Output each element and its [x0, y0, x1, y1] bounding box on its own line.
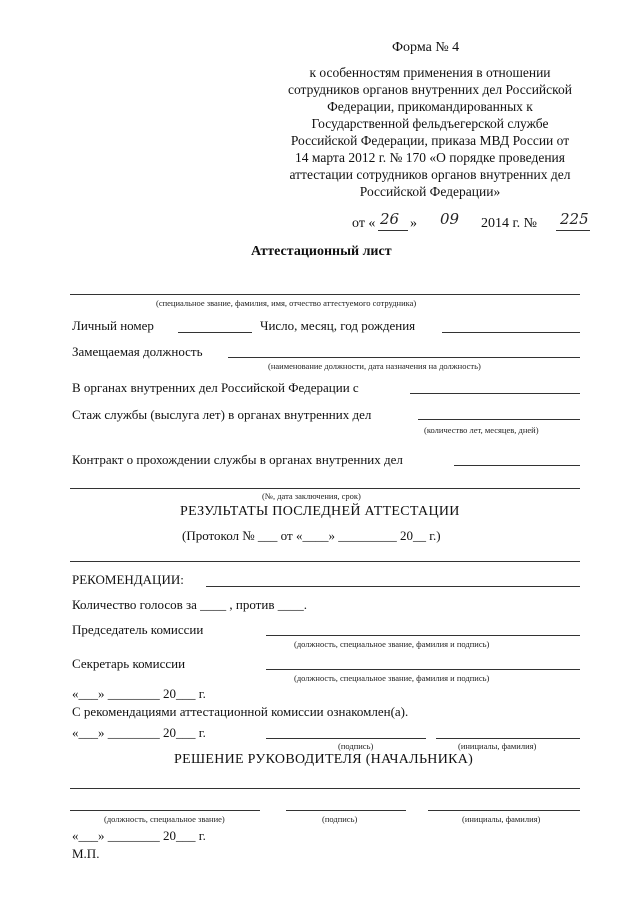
contract-label: Контракт о прохождении службы в органах внутренних дел [72, 452, 403, 467]
recommendations-date: «___» ________ 20___ г. [72, 686, 206, 701]
order-number: 225 [560, 210, 589, 228]
service-length-label: Стаж службы (выслуга лет) в органах внутренних дел [72, 407, 372, 422]
secretary-line [266, 669, 580, 670]
recommendations-line [206, 586, 580, 587]
service-length-line [418, 419, 580, 420]
chairman-caption: (должность, специальное звание, фамилия и подпись) [294, 639, 490, 649]
in-organs-since-line [410, 393, 580, 394]
fio-line [70, 294, 580, 295]
reference-line: 14 марта 2012 г. № 170 «О порядке проведения [295, 150, 565, 165]
reference-line: Российской Федерации» [359, 184, 501, 199]
reference-line: аттестации сотрудников органов внутренних дел [289, 167, 571, 182]
birth-date-line [442, 332, 580, 333]
order-quote: » [410, 216, 417, 231]
votes-line: Количество голосов за ____ , против ____. [72, 597, 307, 612]
signature-line [266, 738, 426, 739]
fio-caption: (специальное звание, фамилия, имя, отчество аттестуемого сотрудника) [156, 298, 417, 308]
order-day-line [378, 230, 408, 231]
position-line [228, 357, 580, 358]
service-length-caption: (количество лет, месяцев, дней) [424, 425, 539, 435]
protocol-line: (Протокол № ___ от «____» _________ 20__ г.) [182, 528, 441, 543]
reference-line: к особенностям применения в отношении [309, 65, 551, 80]
order-from: от « [352, 216, 376, 231]
personal-number-label: Личный номер [72, 318, 154, 333]
decision-title: РЕШЕНИЕ РУКОВОДИТЕЛЯ (НАЧАЛЬНИКА) [174, 752, 474, 767]
results-title: РЕЗУЛЬТАТЫ ПОСЛЕДНЕЙ АТТЕСТАЦИИ [180, 504, 460, 519]
sheet-title: Аттестационный лист [251, 244, 392, 259]
reference-line: Российской Федерации, приказа МВД России от [290, 133, 570, 148]
in-organs-since-label: В органах внутренних дел Российской Федерации с [72, 380, 359, 395]
decision-signature-line [286, 810, 406, 811]
stamp-label: М.П. [72, 846, 100, 861]
decision-initials-caption: (инициалы, фамилия) [462, 814, 541, 824]
decision-line-1 [70, 788, 580, 789]
order-month: 09 [440, 210, 460, 228]
chairman-label: Председатель комиссии [72, 622, 204, 637]
contract-line [454, 465, 580, 466]
form-title: Форма № 4 [392, 40, 460, 55]
results-line [70, 561, 580, 562]
secretary-caption: (должность, специальное звание, фамилия и подпись) [294, 673, 490, 683]
reference-line: Федерации, прикомандированных к [327, 99, 533, 114]
decision-initials-line [428, 810, 580, 811]
acquainted-text: С рекомендациями аттестационной комиссии ознакомлен(а). [72, 704, 409, 719]
order-day: 26 [380, 210, 400, 228]
form-reference [262, 64, 598, 200]
decision-position-line [70, 810, 260, 811]
signature-caption: (подпись) [338, 741, 374, 751]
birth-date-label: Число, месяц, год рождения [260, 318, 416, 333]
initials-line [436, 738, 580, 739]
reference-line: Государственной фельдъегерской службе [311, 116, 549, 131]
decision-position-caption: (должность, специальное звание) [104, 814, 225, 824]
contract-line-2 [70, 488, 580, 489]
initials-caption: (инициалы, фамилия) [458, 741, 537, 751]
personal-number-line [178, 332, 252, 333]
reference-line: сотрудников органов внутренних дел Российской [287, 82, 572, 97]
decision-date: «___» ________ 20___ г. [72, 828, 206, 843]
order-number-line [556, 230, 590, 231]
contract-caption: (№, дата заключения, срок) [262, 491, 361, 501]
decision-signature-caption: (подпись) [322, 814, 358, 824]
order-year: 2014 г. № [481, 216, 538, 231]
chairman-line [266, 635, 580, 636]
position-caption: (наименование должности, дата назначения на должность) [268, 361, 481, 371]
acquainted-date: «___» ________ 20___ г. [72, 725, 206, 740]
position-label: Замещаемая должность [72, 344, 203, 359]
secretary-label: Секретарь комиссии [72, 656, 186, 671]
recommendations-label: РЕКОМЕНДАЦИИ: [72, 572, 184, 587]
